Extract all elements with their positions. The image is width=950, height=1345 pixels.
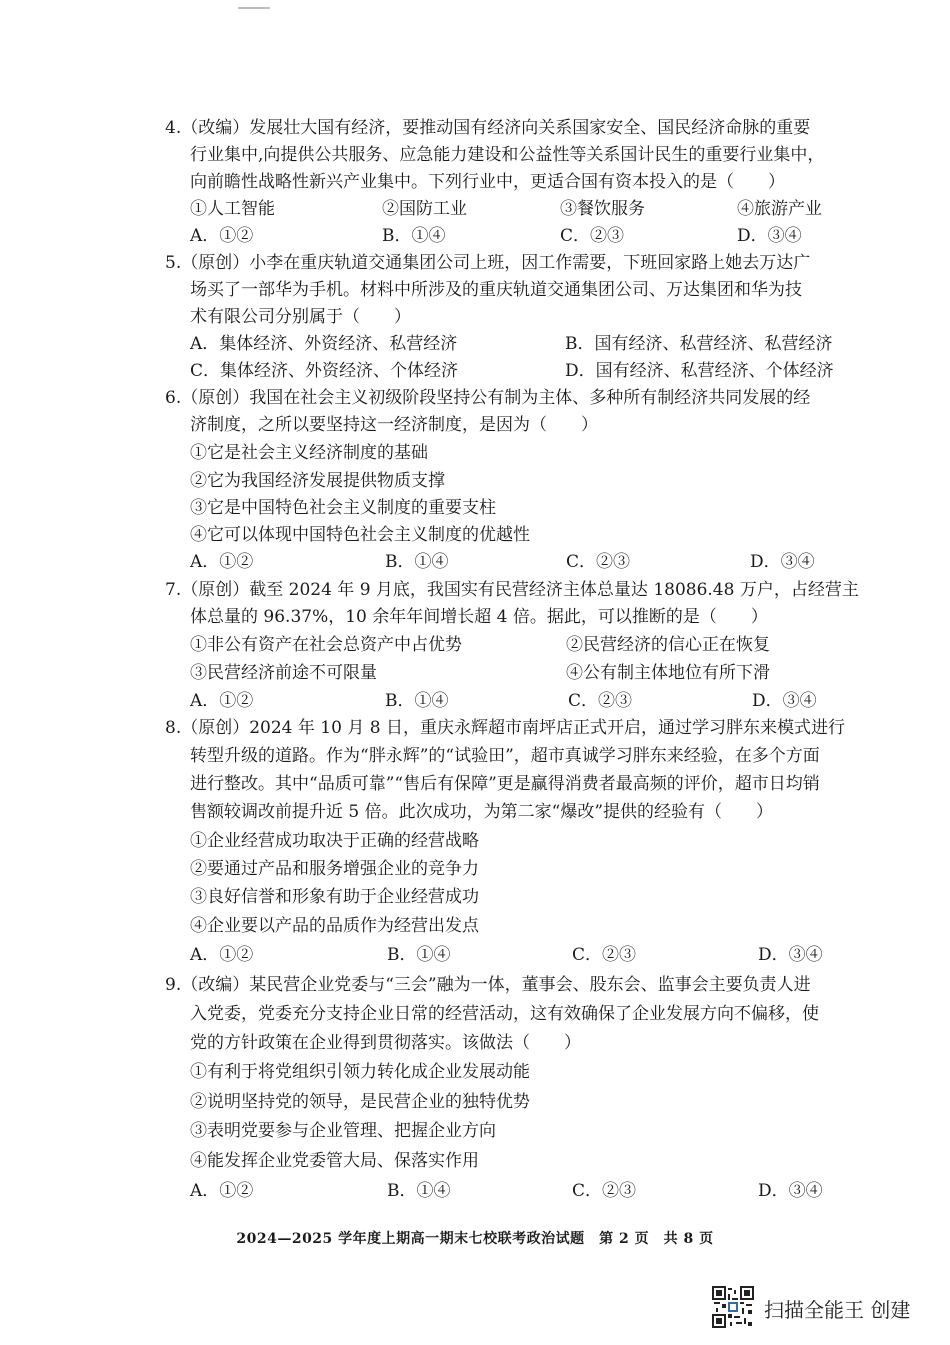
statement-item: ③民营经济前途不可限量: [190, 663, 377, 683]
answer-choice: D．国有经济、私营经济、个体经济: [565, 361, 834, 381]
answer-choice: D．③④: [758, 945, 823, 965]
question-text: 场买了一部华为手机。材料中所涉及的重庆轨道交通集团公司、万达集团和华为技: [190, 280, 802, 300]
statement-item: ④旅游产业: [737, 199, 822, 219]
qr-code-icon: [712, 1286, 754, 1328]
answer-choice: B．①④: [385, 552, 449, 572]
answer-choice: C．集体经济、外资经济、个体经济: [190, 361, 459, 381]
question-text: 进行整改。其中“品质可靠”“售后有保障”更是赢得消费者最高频的评价，超市日均销: [190, 774, 820, 794]
answer-choice: D．③④: [752, 691, 817, 711]
question-text: 售额较调改前提升近 5 倍。此次成功，为第二家“爆改”提供的经验有（ ）: [190, 802, 774, 822]
answer-choice: A．①②: [190, 945, 254, 965]
question-text: 4.（改编）发展壮大国有经济，要推动国有经济向关系国家安全、国民经济命脉的重要: [165, 118, 811, 138]
question-text: 党的方针政策在企业得到贯彻落实。该做法（ ）: [190, 1033, 581, 1053]
statement-item: ③良好信誉和形象有助于企业经营成功: [190, 887, 479, 907]
answer-choice: D．③④: [750, 552, 815, 572]
statement-item: ③餐饮服务: [560, 199, 645, 219]
answer-choice: D．③④: [758, 1181, 823, 1201]
statement-item: ④它可以体现中国特色社会主义制度的优越性: [190, 525, 530, 545]
question-text: 体总量的 96.37%，10 余年年间增长超 4 倍。据此，可以推断的是（ ）: [190, 607, 768, 627]
question-text: 7.（原创）截至 2024 年 9 月底，我国实有民营经济主体总量达 18086.48 万户，占经营主: [165, 580, 859, 600]
question-text: 向前瞻性战略性新兴产业集中。下列行业中，更适合国有资本投入的是（ ）: [190, 172, 785, 192]
answer-choice: B．①④: [387, 945, 451, 965]
page-footer: 2024—2025 学年度上期高一期末七校联考政治试题 第 2 页 共 8 页: [236, 1231, 714, 1247]
question-text: 入党委，党委充分支持企业日常的经营活动，这有效确保了企业发展方向不偏移，使: [190, 1004, 819, 1024]
statement-item: ④能发挥企业党委管大局、保落实作用: [190, 1151, 479, 1171]
statement-item: ②民营经济的信心正在恢复: [566, 635, 770, 655]
answer-choice: C．②③: [566, 552, 631, 572]
statement-item: ④企业要以产品的品质作为经营出发点: [190, 916, 479, 936]
answer-choice: B．①④: [382, 226, 446, 246]
scan-artifact: [238, 7, 270, 9]
answer-choice: A．①②: [190, 552, 254, 572]
statement-item: ①非公有资产在社会总资产中占优势: [190, 635, 462, 655]
statement-item: ②它为我国经济发展提供物质支撑: [190, 471, 445, 491]
statement-item: ②要通过产品和服务增强企业的竞争力: [190, 859, 479, 879]
answer-choice: C．②③: [572, 1181, 637, 1201]
answer-choice: A．①②: [190, 1181, 254, 1201]
answer-choice: B．①④: [385, 691, 449, 711]
question-text: 8.（原创）2024 年 10 月 8 日，重庆永辉超市南坪店正式开启，通过学习胖东来模式进行: [165, 718, 845, 738]
answer-choice: A．①②: [190, 691, 254, 711]
answer-choice: A．集体经济、外资经济、私营经济: [190, 334, 458, 354]
answer-choice: C．②③: [572, 945, 637, 965]
question-text: 行业集中,向提供公共服务、应急能力建设和公益性等关系国计民生的重要行业集中，: [190, 145, 825, 165]
answer-choice: B．国有经济、私营经济、私营经济: [565, 334, 833, 354]
question-text: 9.（改编）某民营企业党委与“三会”融为一体，董事会、股东会、监事会主要负责人进: [165, 975, 811, 995]
answer-choice: B．①④: [387, 1181, 451, 1201]
watermark-text: 扫描全能王 创建: [764, 1298, 911, 1322]
statement-item: ①有利于将党组织引领力转化成企业发展动能: [190, 1062, 530, 1082]
statement-item: ①它是社会主义经济制度的基础: [190, 443, 428, 463]
statement-item: ②国防工业: [382, 199, 467, 219]
statement-item: ③表明党要参与企业管理、把握企业方向: [190, 1121, 496, 1141]
question-text: 6.（原创）我国在社会主义初级阶段坚持公有制为主体、多种所有制经济共同发展的经: [165, 388, 811, 408]
answer-choice: A．①②: [190, 226, 254, 246]
answer-choice: D．③④: [737, 226, 802, 246]
statement-item: ①人工智能: [190, 199, 275, 219]
question-text: 济制度，之所以要坚持这一经济制度，是因为（ ）: [190, 415, 598, 435]
answer-choice: C．②③: [560, 226, 625, 246]
statement-item: ②说明坚持党的领导，是民营企业的独特优势: [190, 1092, 530, 1112]
answer-choice: C．②③: [568, 691, 633, 711]
statement-item: ①企业经营成功取决于正确的经营战略: [190, 831, 479, 851]
question-text: 转型升级的道路。作为“胖永辉”的“试验田”，超市真诚学习胖东来经验，在多个方面: [190, 746, 820, 766]
statement-item: ③它是中国特色社会主义制度的重要支柱: [190, 498, 496, 518]
question-text: 术有限公司分别属于（ ）: [190, 307, 411, 327]
statement-item: ④公有制主体地位有所下滑: [566, 663, 770, 683]
scanner-watermark: [712, 1286, 932, 1330]
question-text: 5.（原创）小李在重庆轨道交通集团公司上班，因工作需要，下班回家路上她去万达广: [165, 253, 811, 273]
